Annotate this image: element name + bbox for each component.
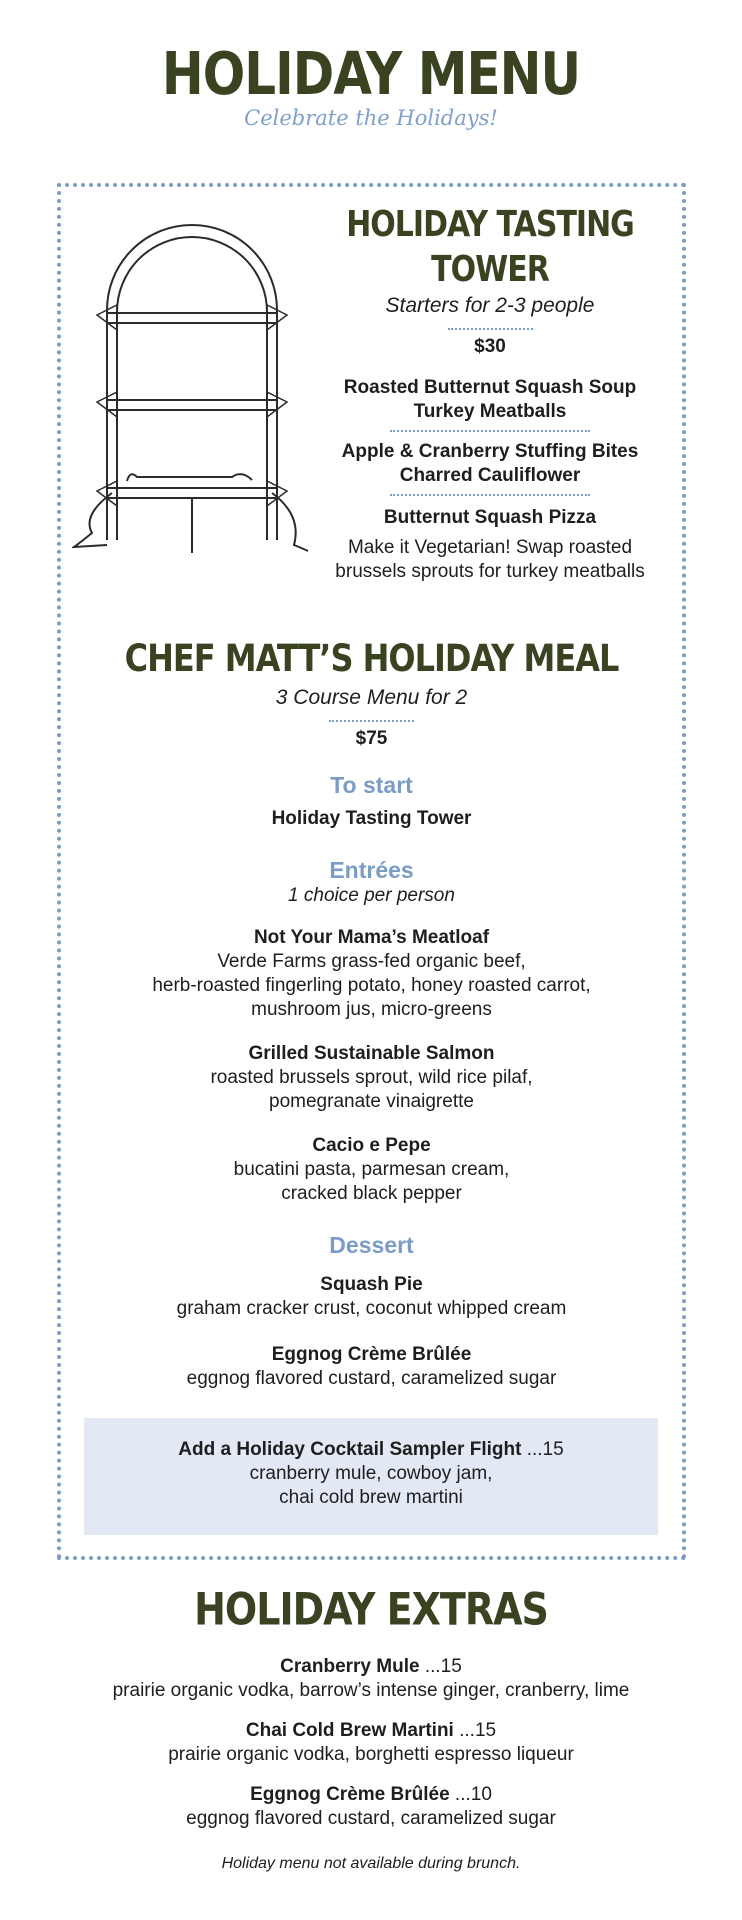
item-price: ...10 (454, 1784, 492, 1805)
meal-title: CHEF MATT’S HOLIDAY MEAL (124, 635, 619, 681)
divider (390, 494, 590, 496)
addon-desc: chai cold brew martini (279, 1487, 463, 1508)
item-desc: graham cracker crust, coconut whipped cream (176, 1298, 567, 1319)
item-desc: mushroom jus, micro-greens (251, 999, 492, 1020)
item-desc: Verde Farms grass-fed organic beef, (217, 951, 526, 972)
page-subtitle: Celebrate the Holidays! (244, 106, 498, 130)
tiered-serving-tower-illustration (72, 215, 312, 560)
item-name: Not Your Mama’s Meatloaf (253, 927, 490, 948)
extras-title: HOLIDAY EXTRAS (194, 1583, 548, 1635)
item-desc: herb-roasted fingerling potato, honey roasted carrot, (152, 975, 591, 996)
item-desc: roasted brussels sprout, wild rice pilaf, (210, 1067, 533, 1088)
item-price: ...15 (459, 1720, 497, 1741)
entrees-note: 1 choice per person (288, 885, 455, 906)
menu-item: Apple & Cranberry Stuffing Bites (341, 441, 639, 462)
item-desc: prairie organic vodka, barrow’s intense ginger, cranberry, lime (112, 1680, 630, 1701)
item-name: Cranberry Mule (280, 1656, 420, 1677)
entree-item (57, 1042, 686, 1114)
item-name: Cacio e Pepe (312, 1135, 431, 1156)
divider (448, 328, 533, 330)
dessert-item (57, 1273, 686, 1321)
item-name: Chai Cold Brew Martini (245, 1720, 454, 1741)
meal-price: $75 (355, 728, 388, 749)
menu-item: Holiday Tasting Tower (271, 808, 472, 829)
item-name: Eggnog Crème Brûlée (250, 1784, 450, 1805)
item-desc: bucatini pasta, parmesan cream, (233, 1159, 510, 1180)
divider (329, 720, 414, 722)
item-desc: prairie organic vodka, borghetti espresso liqueur (168, 1744, 574, 1765)
item-desc: eggnog flavored custard, caramelized sugar (186, 1368, 557, 1389)
menu-item: Charred Cauliflower (399, 465, 581, 486)
section-heading-entrees: Entrées (329, 857, 414, 883)
section-heading-dessert: Dessert (329, 1232, 414, 1258)
item-desc: cracked black pepper (281, 1183, 462, 1204)
page-title: HOLIDAY MENU (161, 39, 581, 109)
menu-item: Turkey Meatballs (413, 401, 567, 422)
entree-item (57, 1134, 686, 1206)
dessert-item (57, 1343, 686, 1391)
entree-item (57, 926, 686, 1022)
addon-desc: cranberry mule, cowboy jam, (249, 1463, 493, 1484)
vegetarian-note: Make it Vegetarian! Swap roasted (347, 537, 633, 558)
item-desc: eggnog flavored custard, caramelized sugar (186, 1808, 556, 1829)
item-price: ...15 (424, 1656, 462, 1677)
extras-item (0, 1719, 742, 1767)
addon-price: ...15 (526, 1439, 564, 1460)
tower-price: $30 (474, 336, 506, 357)
divider (390, 430, 590, 432)
item-name: Eggnog Crème Brûlée (271, 1344, 472, 1365)
footnote: Holiday menu not available during brunch. (221, 1855, 521, 1872)
tower-title: HOLIDAY TASTING TOWER (346, 204, 634, 291)
extras-item (0, 1783, 742, 1831)
menu-item: Butternut Squash Pizza (383, 507, 597, 528)
item-name: Grilled Sustainable Salmon (248, 1043, 495, 1064)
vegetarian-note: brussels sprouts for turkey meatballs (335, 561, 645, 582)
section-heading-to-start: To start (330, 772, 413, 798)
extras-item (0, 1655, 742, 1703)
menu-item: Roasted Butternut Squash Soup (343, 377, 637, 398)
addon-name: Add a Holiday Cocktail Sampler Flight (178, 1439, 522, 1460)
tower-subtitle: Starters for 2-3 people (385, 294, 595, 317)
meal-subtitle: 3 Course Menu for 2 (275, 686, 468, 709)
item-desc: pomegranate vinaigrette (269, 1091, 474, 1112)
item-name: Squash Pie (320, 1274, 423, 1295)
